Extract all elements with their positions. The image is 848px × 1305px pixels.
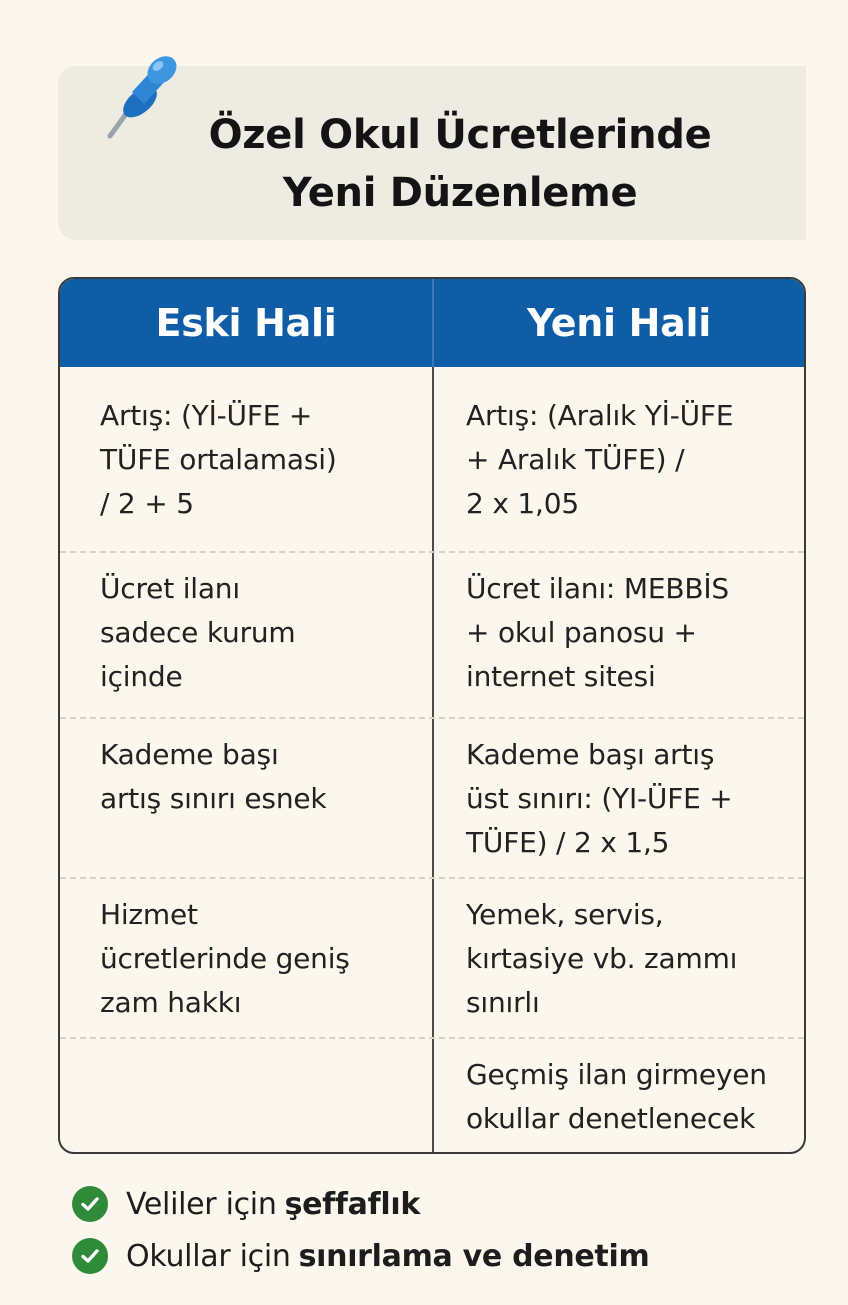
check-prefix: Veliler için — [126, 1186, 277, 1222]
cell-new: Artış: (Aralık Yİ-ÜFE + Aralık TÜFE) / 2 x 1,05 — [466, 399, 734, 520]
check-prefix: Okullar için — [126, 1238, 291, 1274]
cell-new: Ücret ilanı: MEBBİS + okul panosu + internet sitesi — [466, 572, 729, 693]
column-header-new: Yeni Hali — [432, 279, 804, 367]
cell-old: Kademe başı artış sınırı esnek — [100, 738, 327, 815]
cell-old: Hizmet ücretlerinde geniş zam hakkı — [100, 898, 350, 1019]
table-row — [60, 551, 804, 699]
title-line-1: Özel Okul Ücretlerinde — [208, 112, 712, 158]
table-header — [60, 279, 804, 367]
table-row — [60, 1037, 804, 1141]
page-title — [120, 106, 800, 222]
cell-new: Geçmiş ilan girmeyen okullar denetlenecek — [466, 1058, 767, 1135]
check-circle-icon — [72, 1186, 108, 1222]
check-item-oversight — [72, 1230, 812, 1282]
comparison-table — [58, 277, 806, 1154]
title-line-2: Yeni Düzenleme — [282, 170, 638, 216]
summary-checks — [72, 1178, 812, 1282]
check-highlight: şeffaflık — [284, 1186, 420, 1222]
cell-new: Yemek, servis, kırtasiye vb. zammı sınırlı — [466, 898, 738, 1019]
table-row — [60, 877, 804, 1025]
check-highlight: sınırlama ve denetim — [298, 1238, 650, 1274]
cell-old — [60, 1053, 432, 1141]
check-circle-icon — [72, 1238, 108, 1274]
table-row — [60, 394, 804, 526]
column-header-old: Eski Hali — [155, 301, 337, 345]
cell-old: Ücret ilanı sadece kurum içinde — [100, 572, 296, 693]
table-row — [60, 717, 804, 865]
check-item-transparency — [72, 1178, 812, 1230]
cell-new: Kademe başı artış üst sınırı: (YI-ÜFE + TÜFE) / 2 x 1,5 — [466, 738, 733, 859]
cell-old: Artış: (Yİ-ÜFE + TÜFE ortalamasi) / 2 + 5 — [100, 399, 337, 520]
